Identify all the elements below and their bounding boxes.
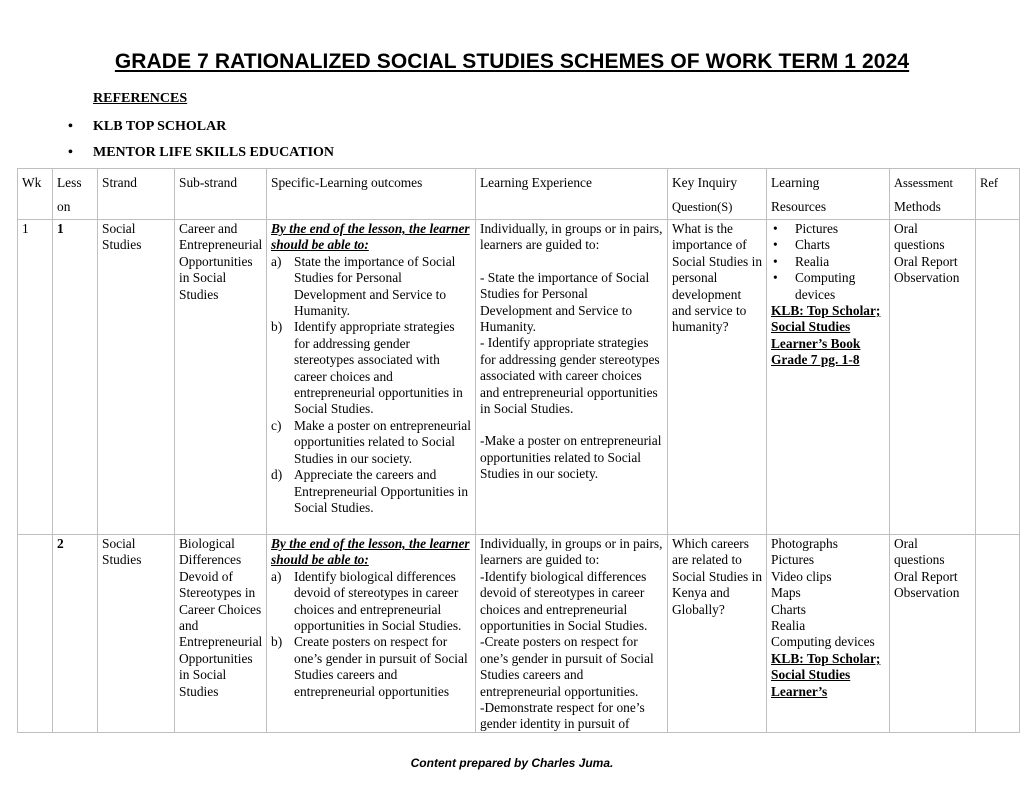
cell-resources — [767, 535, 890, 733]
header-ref: Ref — [976, 169, 1020, 220]
resource-book-reference: KLB: Top Scholar; Social Studies Learner’s — [771, 650, 881, 699]
experience-item: -Make a poster on entrepreneurial opportunities related to Social Studies in our society. — [480, 433, 662, 482]
bullet-icon: • — [68, 145, 73, 160]
cell-substrand: Career and Entrepreneurial Opportunities in Social Studies — [175, 220, 267, 535]
list-item: • Pictures — [771, 221, 885, 237]
cell-outcomes — [267, 535, 476, 733]
outcomes-heading: By the end of the lesson, the learner should be able to: — [271, 536, 470, 568]
experience-intro: Individually, in groups or in pairs, learners are guided to: — [480, 536, 663, 568]
cell-experience — [476, 535, 668, 733]
cell-wk: 1 — [18, 220, 53, 535]
cell-substrand: Biological Differences Devoid of Stereotypes in Career Choices and Entrepreneurial Opportunities in Social Studies — [175, 535, 267, 733]
cell-ref — [976, 535, 1020, 733]
list-item: Realia — [771, 618, 806, 634]
experience-item: -Create posters on respect for one’s gender in pursuit of Social Studies careers and entrepreneurial opportunities. — [480, 634, 654, 699]
list-item: Pictures — [771, 552, 815, 568]
table-row — [18, 220, 1020, 535]
list-item: c) Make a poster on entrepreneurial opportunities related to Social Studies in our society. — [271, 417, 471, 466]
experience-item: -Demonstrate respect for one’s gender identity in pursuit of — [480, 700, 645, 732]
resource-book-reference: KLB: Top Scholar; Social Studies Learner’s Book Grade 7 pg. 1-8 — [771, 303, 881, 368]
page-title: GRADE 7 RATIONALIZED SOCIAL STUDIES SCHEMES OF WORK TERM 1 2024 — [114, 50, 910, 73]
header-strand: Strand — [98, 169, 175, 220]
cell-wk — [18, 535, 53, 733]
cell-assessment: Oral questions Oral Report Observation — [890, 535, 976, 733]
cell-resources — [767, 220, 890, 535]
references-list — [68, 119, 334, 171]
resources-list — [771, 221, 885, 303]
table-header-row — [18, 169, 1020, 220]
list-item: b) Create posters on respect for one’s gender in pursuit of Social Studies careers and entrepreneurial opportunities — [271, 634, 468, 699]
cell-strand: Social Studies — [98, 220, 175, 535]
reference-item — [68, 119, 334, 145]
header-inquiry: Key Inquiry Question(S) — [668, 169, 767, 220]
references-heading: REFERENCES — [93, 91, 188, 106]
experience-item: - Identify appropriate strategies for addressing gender stereotypes associated with career choices and entrepreneurial opportunities in Social Studies. — [480, 335, 660, 417]
outcomes-heading: By the end of the lesson, the learner should be able to: — [271, 221, 470, 253]
list-item: • Charts — [771, 237, 885, 253]
header-outcomes: Specific-Learning outcomes — [267, 169, 476, 220]
list-item: • Computing devices — [771, 270, 885, 303]
bullet-icon: • — [68, 119, 73, 134]
cell-assessment: Oral questions Oral Report Observation — [890, 220, 976, 535]
header-assessment: Assessment Methods — [890, 169, 976, 220]
cell-ref — [976, 220, 1020, 535]
experience-item: - State the importance of Social Studies for Personal Development and Service to Humanity. — [480, 269, 650, 335]
list-item: Photographs — [771, 536, 838, 551]
cell-inquiry: What is the importance of Social Studies in personal development and service to humanity? — [668, 220, 767, 535]
scheme-table — [17, 168, 1020, 733]
header-wk: Wk — [18, 169, 53, 220]
footer-credit: Content prepared by Charles Juma. — [410, 756, 614, 770]
reference-text: KLB TOP SCHOLAR — [93, 119, 227, 134]
list-item: a) Identify biological differences devoid of stereotypes in career choices and entrepreneurial opportunities in Social Studies. — [271, 568, 462, 634]
cell-experience — [476, 220, 668, 535]
outcomes-list — [271, 254, 471, 517]
list-item: a) State the importance of Social Studies for Personal Development and Service to Humanity. — [271, 253, 456, 319]
cell-lesson: 2 — [53, 535, 98, 733]
list-item: Computing devices — [771, 634, 875, 650]
cell-strand: Social Studies — [98, 535, 175, 733]
list-item: Maps — [771, 585, 801, 601]
experience-item: -Identify biological differences devoid of stereotypes in career choices and entrepreneurial opportunities in Social Studies. — [480, 568, 648, 634]
header-resources: Learning Resources — [767, 169, 890, 220]
cell-lesson: 1 — [53, 220, 98, 535]
list-item: Video clips — [771, 568, 832, 584]
outcomes-list — [271, 569, 471, 700]
list-item: d) Appreciate the careers and Entrepreneurial Opportunities in Social Studies. — [271, 467, 469, 515]
list-item: • Realia — [771, 254, 885, 270]
cell-outcomes — [267, 220, 476, 535]
experience-intro: Individually, in groups or in pairs, learners are guided to: — [480, 221, 663, 253]
list-item: b) Identify appropriate strategies for addressing gender stereotypes associated with career choices and entrepreneurial opportunities in Social Studies. — [271, 319, 463, 417]
header-experience: Learning Experience — [476, 169, 668, 220]
list-item: Charts — [771, 601, 806, 617]
header-substrand: Sub-strand — [175, 169, 267, 220]
reference-text: MENTOR LIFE SKILLS EDUCATION — [93, 145, 335, 160]
table-row — [18, 535, 1020, 733]
header-lesson: Less on — [53, 169, 98, 220]
cell-inquiry: Which careers are related to Social Studies in Kenya and Globally? — [668, 535, 767, 733]
